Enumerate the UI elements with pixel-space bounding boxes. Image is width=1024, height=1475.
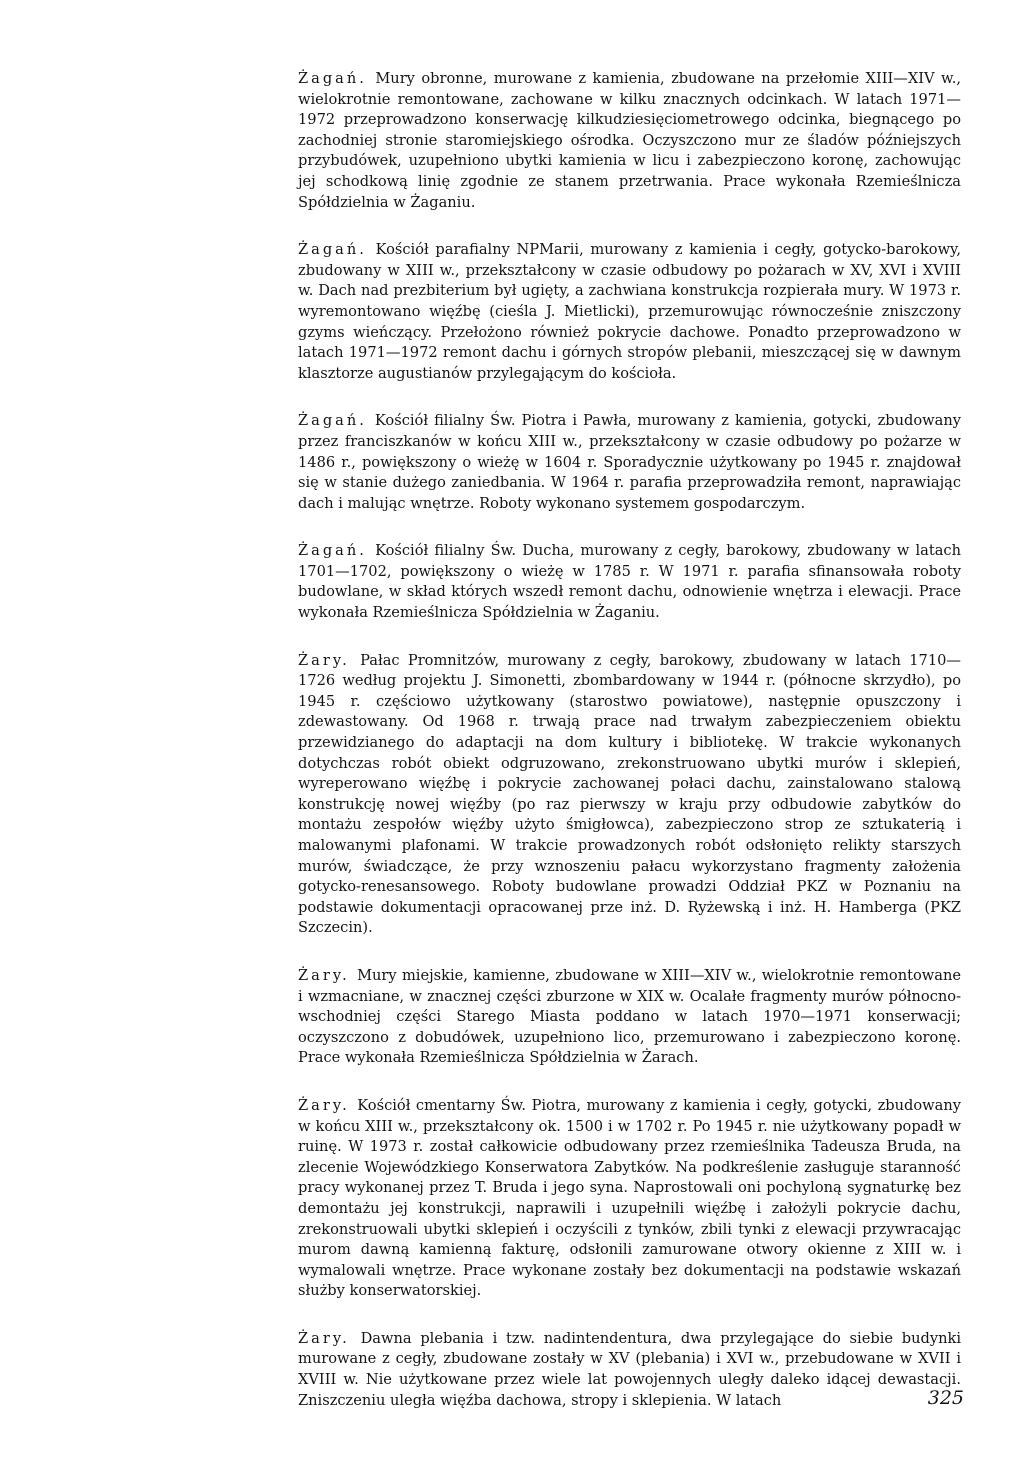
entry-text: Kościół filialny Św. Piotra i Pawła, murowany z kamienia, gotycki, zbudowany przez franciszkanów w końcu XIII w., przekształcony w czasie odbudowy po pożarze w 1486 r., powiększony o wieżę w 1604 r. Sporadycznie użytkowany po 1945 r. znajdował się w stanie dużego zaniedbania. W 1964 r. parafia przeprowadziła remont, naprawiając dach i malując wnętrze. Roboty wykonano systemem gospodarczym. [298,412,961,512]
entry-text: Pałac Promnitzów, murowany z cegły, barokowy, zbudowany w latach 1710—1726 według projektu J. Simonetti, zbombardowany w 1944 r. (północne skrzydło), po 1945 r. częściowo użytkowany (starostwo powiatowe), następnie opuszczony i zdewastowany. Od 1968 r. trwają prace nad trwałym zabezpieczeniem obiektu przewidzianego do adaptacji na dom kultury i bibliotekę. W trakcie wykonanych dotychczas robót obiekt odgruzowano, zrekonstruowano ubytki murów i sklepień, wyreperowano więźbę i pokrycie zachowanej połaci dachu, zainstalowano stalową konstrukcję nowej więźby (po raz pierwszy w kraju przy odbudowie zabytków do montażu zespołów więźby użyto śmigłowca), zabezpieczono strop ze sztukaterią i malowanymi plafonami. W trakcie prowadzonych robót odsłonięto relikty starszych murów, świadczące, że przy wznoszeniu pałacu wykorzystano fragmenty założenia gotycko-renesansowego. Roboty budowlane prowadzi Oddział PKZ w Poznaniu na podstawie dokumentacji opracowanej prze inż. D. Ryżewską i inż. H. Hamberga (PKZ Szczecin). [298,651,962,937]
entry-zagan-church-holy-spirit [298,541,961,623]
page-number: 325 [927,1387,964,1409]
entry-text: Kościół filialny Św. Ducha, murowany z cegły, barokowy, zbudowany w latach 1701—1702, powiększony o wieżę w 1785 r. W 1971 r. parafia sfinansowała roboty budowlane, w skład których wszedł remont dachu, odnowienie wnętrza i elewacji. Prace wykonała Rzemieślnicza Spółdzielnia w Żaganiu. [298,542,961,622]
entry-text: Mury obronne, murowane z kamienia, zbudowane na przełomie XIII—XIV w., wielokrotnie remontowane, zachowane w kilku znacznych odcinkach. W latach 1971—1972 przeprowadzono konserwację kilkudziesięciometrowego odcinka, biegnącego po zachodniej stronie staromiejskiego ośrodka. Oczyszczono mur ze śladów późniejszych przybudówek, uzupełniono ubytki kamienia w licu i zabezpieczono koronę, zachowując jej schodkową linię zgodnie ze stanem przetrwania. Prace wykonała Rzemieślnicza Spółdzielnia w Żaganiu. [298,70,962,211]
entry-zary-city-walls [298,966,961,1069]
entry-zagan-church-peter-paul [298,411,961,514]
entry-zagan-city-walls [298,69,961,213]
place-name: Żary. [298,1329,350,1347]
entry-zary-promnitz-palace [298,651,961,939]
text-column [298,69,961,1411]
entry-text: Dawna plebania i tzw. nadintendentura, dwa przylegające do siebie budynki murowane z cegły, zbudowane zostały w XV (plebania) i XVI w., przebudowane w XVII i XVIII w. Nie użytkowane przez wiele lat powojennych uległy daleko idącej dewastacji. Zniszczeniu uległa więźba dachowa, stropy i sklepienia. W latach [298,1329,962,1409]
entry-zary-former-presbytery [298,1329,961,1411]
entry-zagan-parish-church [298,240,961,384]
place-name: Żagań. [298,70,367,87]
place-name: Żagań. [298,412,367,430]
place-name: Żagań. [298,542,367,560]
entry-text: Kościół cmentarny Św. Piotra, murowany z kamienia i cegły, gotycki, zbudowany w końcu XIII w., przekształcony ok. 1500 i w 1702 r. Po 1945 r. nie użytkowany popadł w ruinę. W 1973 r. został całkowicie odbudowany przez rzemieślnika Tadeusza Bruda, na zlecenie Wojewódzkiego Konserwatora Zabytków. Na podkreślenie zasługuje staranność pracy wykonanej przez T. Bruda i jego syna. Naprostowali oni pochyloną sygnaturkę bez demontażu jej konstrukcji, naprawili i uzupełnili więźbę i założyli pokrycie dachu, zrekonstruowali ubytki sklepień i oczyścili z tynków, zbili tynki z elewacji przywracając murom dawną kamienną fakturę, odsłonili zamurowane otwory okienne z XIII w. i wymalowali wnętrze. Prace wykonane zostały bez dokumentacji na podstawie wskazań służby konserwatorskiej. [298,1096,962,1300]
entry-text: Kościół parafialny NPMarii, murowany z kamienia i cegły, gotycko-barokowy, zbudowany w XIII w., przekształcony w czasie odbudowy po pożarach w XV, XVI i XVIII w. Dach nad prezbiterium był ugięty, a zachwiana konstrukcja rozpierała mury. W 1973 r. wyremontowano więźbę (cieśla J. Mietlicki), przemurowując równocześnie zniszczony gzyms wieńczący. Przełożono również pokrycie dachowe. Ponadto przeprowadzono w latach 1971—1972 remont dachu i górnych stropów plebanii, mieszczącej się w dawnym klasztorze augustianów przylegającym do kościoła. [298,241,962,382]
place-name: Żagań. [298,241,367,259]
place-name: Żary. [298,651,350,669]
entry-text: Mury miejskie, kamienne, zbudowane w XIII—XIV w., wielokrotnie remontowane i wzmacniane, w znacznej części zburzone w XIX w. Ocalałe fragmenty murów północno-wschodniej części Starego Miasta poddano w latach 1970—1971 konserwacji; oczyszczono z dobudówek, uzupełniono lico, przemurowano i zabezpieczono koronę. Prace wykonała Rzemieślnicza Spółdzielnia w Żarach. [298,966,961,1067]
place-name: Żary. [298,966,350,984]
entry-zary-cemetery-church [298,1096,961,1302]
place-name: Żary. [298,1096,350,1114]
